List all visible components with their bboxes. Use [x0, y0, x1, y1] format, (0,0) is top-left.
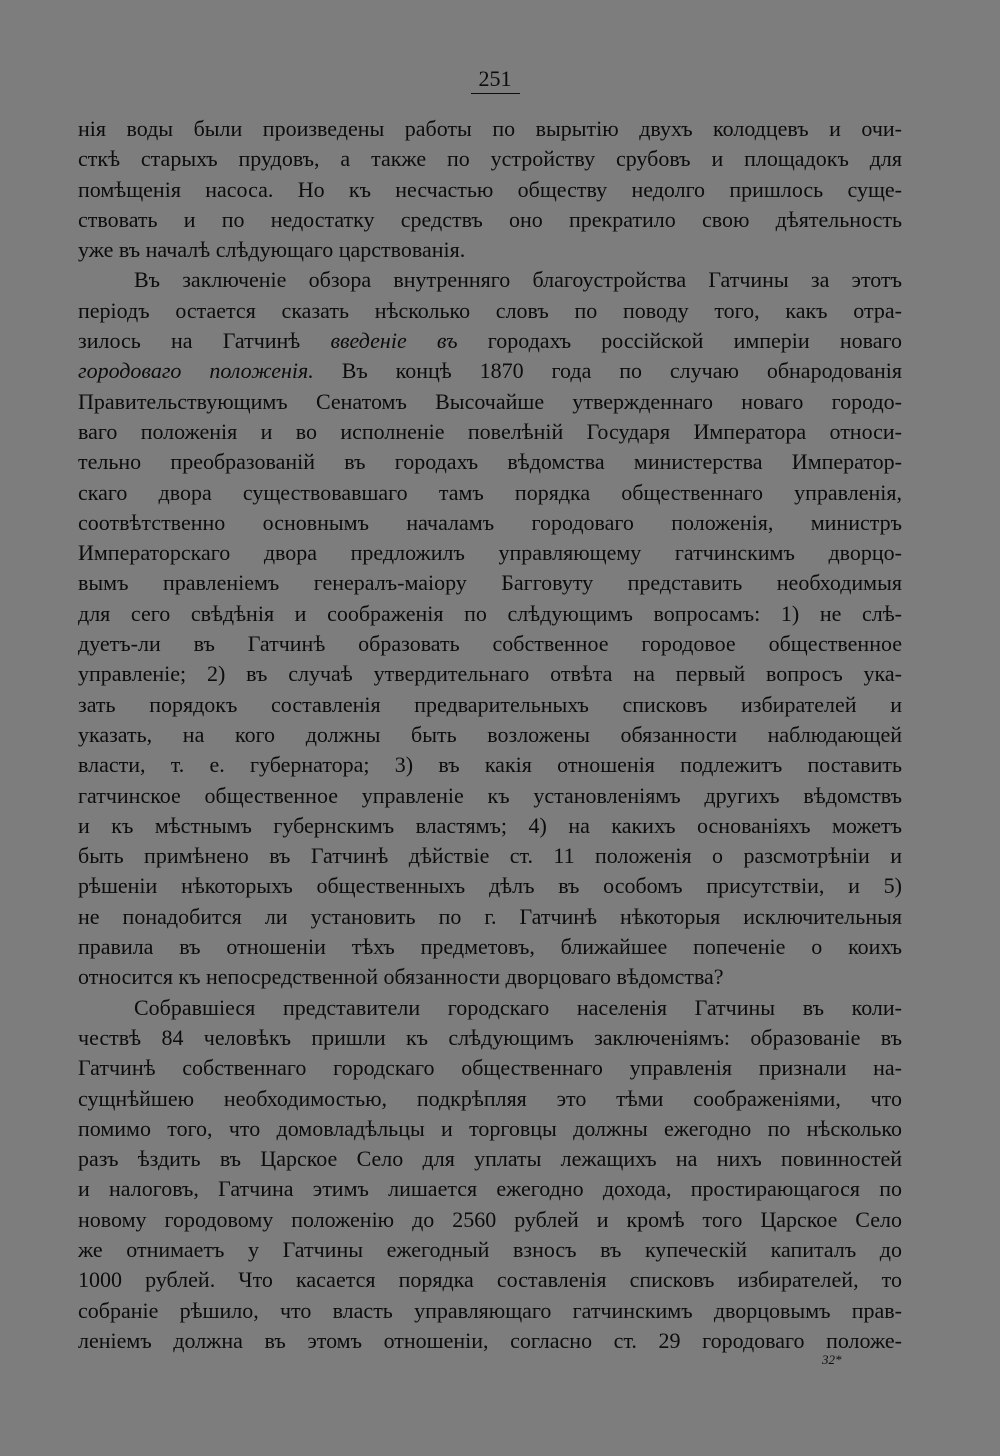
- text-line: дуетъ-ли въ Гатчинѣ образовать собственное городовое общественное: [78, 631, 902, 657]
- text-line: не понадобится ли установить по г. Гатчинѣ нѣкоторыя исключительныя: [78, 903, 902, 929]
- text-line: Гатчинѣ собственнаго городскаго общественнаго управленія признали на-: [78, 1055, 902, 1081]
- text-line: ваго положенія и во исполненіе повелѣній Государя Императора относи-: [78, 418, 902, 444]
- text-line: собраніе рѣшило, что власть управляющаго гатчинскимъ дворцовымъ прав-: [78, 1297, 902, 1323]
- text-line: зилось на Гатчинѣ введеніе въ городахъ россійской имперіи новаго: [78, 328, 902, 354]
- text-line: управленіе; 2) въ случаѣ утвердительнаго отвѣта на первый вопросъ ука-: [78, 661, 902, 687]
- text-line: 1000 рублей. Что касается порядка составленія списковъ избирателей, то: [78, 1267, 902, 1293]
- text-line: правила въ отношеніи тѣхъ предметовъ, ближайшее попеченіе о коихъ: [78, 934, 902, 960]
- text-line: и къ мѣстнымъ губернскимъ властямъ; 4) на какихъ основаніяхъ можетъ: [78, 812, 902, 838]
- text-line: и налоговъ, Гатчина этимъ лишается ежегодно дохода, простирающагося по: [78, 1176, 902, 1202]
- text-line: указать, на кого должны быть возложены обязанности наблюдающей: [78, 721, 902, 747]
- paragraph-3: [78, 993, 902, 1357]
- body-text: [78, 114, 902, 1356]
- text-line: городоваго положенія. Въ концѣ 1870 года по случаю обнародованія: [78, 358, 902, 384]
- text-line: соотвѣтственно основнымъ началамъ городоваго положенія, министръ: [78, 509, 902, 535]
- paragraph-2: [78, 265, 902, 992]
- text-line: власти, т. е. губернатора; 3) въ какія отношенія подлежитъ поставить: [78, 752, 902, 778]
- text-line: Собравшіеся представители городскаго населенія Гатчины въ коли-: [134, 994, 902, 1020]
- text-line: быть примѣнено въ Гатчинѣ дѣйствіе ст. 11 положенія о разсмотрѣніи и: [78, 843, 902, 869]
- text-line: скаго двора существовавшаго тамъ порядка общественнаго управленія,: [78, 479, 902, 505]
- text-line: новому городовому положенію до 2560 рублей и кромѣ того Царское Село: [78, 1206, 902, 1232]
- text-line: сткѣ старыхъ прудовъ, а также по устройству срубовъ и площадокъ для: [78, 146, 902, 172]
- text-line: нія воды были произведены работы по вырытію двухъ колодцевъ и очи-: [78, 116, 902, 141]
- text-line: Императорскаго двора предложилъ управляющему гатчинскимъ дворцо-: [78, 540, 902, 566]
- text-line: помѣщенія насоса. Но къ несчастью обществу недолго пришлось суще-: [78, 176, 902, 202]
- text-line: леніемъ должна въ этомъ отношеніи, согласно ст. 29 городоваго положе-: [78, 1327, 902, 1353]
- text-line: разъ ѣздить въ Царское Село для уплаты лежащихъ на нихъ повинностей: [78, 1146, 902, 1172]
- text-line: помимо того, что домовладѣльцы и торговцы должны ежегодно по нѣсколько: [78, 1115, 902, 1141]
- text-line: зать порядокъ составленія предварительныхъ списковъ избирателей и: [78, 691, 902, 717]
- text-line: Правительствующимъ Сенатомъ Высочайше утвержденнаго новаго городо-: [78, 388, 902, 414]
- text-line: періодъ остается сказать нѣсколько словъ по поводу того, какъ отра-: [78, 297, 902, 323]
- text-line: вымъ правленіемъ генералъ-маіору Багговуту представить необходимыя: [78, 570, 902, 596]
- text-line: уже въ началѣ слѣдующаго царствованія.: [78, 237, 466, 263]
- text-line: ствовать и по недостатку средствъ оно прекратило свою дѣятельность: [78, 206, 902, 232]
- text-line: рѣшеніи нѣкоторыхъ общественныхъ дѣлъ въ особомъ присутствіи, и 5): [78, 873, 902, 899]
- text-line: относится къ непосредственной обязанности дворцоваго вѣдомства?: [78, 964, 724, 990]
- text-line: чествѣ 84 человѣкъ пришли къ слѣдующимъ заключеніямъ: образованіе въ: [78, 1024, 902, 1050]
- page-number: [0, 66, 990, 94]
- text-line: сущнѣйшею необходимостью, подкрѣпляя это тѣми соображеніями, что: [78, 1085, 902, 1111]
- page-number-text: 251: [471, 66, 520, 94]
- text-line: Въ заключеніе обзора внутренняго благоустройства Гатчины за этотъ: [134, 267, 902, 293]
- text-line: тельно преобразованій въ городахъ вѣдомства министерства Император-: [78, 449, 902, 475]
- signature-mark: 32*: [822, 1352, 842, 1367]
- italic-phrase: городоваго положенія.: [78, 358, 314, 384]
- text-line: для сего свѣдѣнія и соображенія по слѣдующимъ вопросамъ: 1) не слѣ-: [78, 600, 902, 626]
- text-line: же отнимаетъ у Гатчины ежегодный взносъ въ купеческій капиталъ до: [78, 1236, 902, 1262]
- text-line: гатчинское общественное управленіе къ установленіямъ другихъ вѣдомствъ: [78, 782, 902, 808]
- paragraph-1: [78, 114, 902, 265]
- italic-phrase: введеніе въ: [330, 328, 458, 354]
